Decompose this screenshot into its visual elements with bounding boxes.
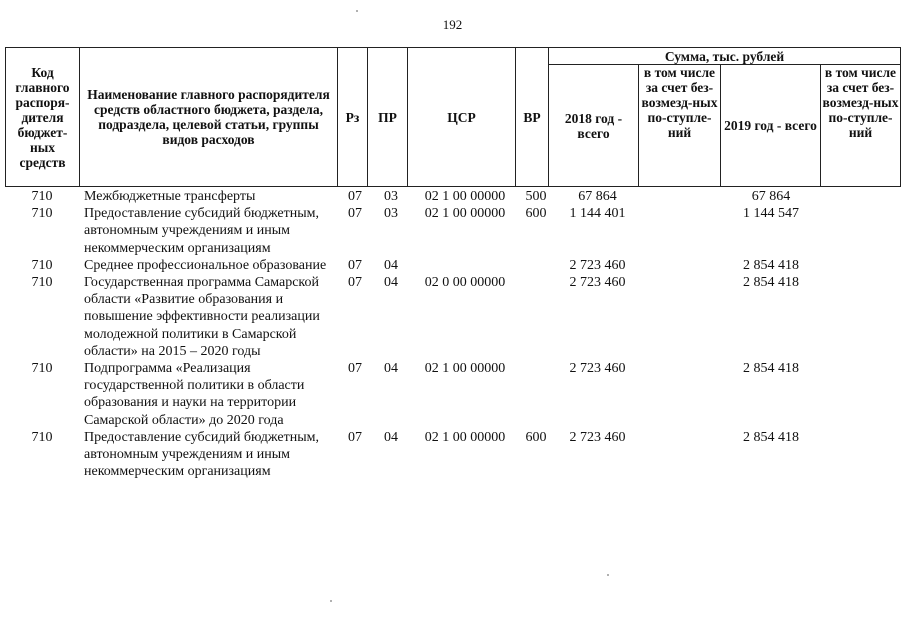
cell-vr: 600 — [525, 206, 547, 222]
header-vr: ВР — [516, 48, 549, 187]
scan-speck — [356, 10, 358, 12]
cell-vr: 500 — [525, 189, 547, 204]
header-2018-total: 2018 год - всего — [549, 65, 639, 187]
cell-csr: 02 1 00 00000 — [424, 189, 506, 204]
cell-csr: 02 1 00 00000 — [424, 361, 506, 377]
table-body — [5, 188, 900, 480]
cell-rz: 07 — [348, 361, 362, 377]
header-pr: ПР — [368, 48, 408, 187]
cell-2019-total: 1 144 547 — [743, 206, 799, 222]
cell-2018-total: 2 723 460 — [569, 275, 626, 291]
cell-code: 710 — [31, 257, 53, 273]
cell-2019-total: 2 854 418 — [743, 429, 799, 445]
header-sum: Сумма, тыс. рублей — [549, 48, 901, 65]
cell-2018-gratuitous — [644, 274, 722, 360]
cell-code: 710 — [31, 189, 53, 204]
cell-code: 710 — [31, 206, 53, 222]
cell-vr — [521, 274, 551, 360]
cell-pr: 04 — [384, 429, 398, 445]
cell-2019-total: 67 864 — [751, 189, 791, 204]
cell-pr: 03 — [384, 206, 398, 222]
scan-speck — [330, 600, 332, 602]
cell-2018-gratuitous — [644, 257, 722, 274]
cell-name: Среднее профессиональное образование — [84, 257, 327, 273]
cell-csr — [409, 257, 521, 274]
cell-name: Подпрограмма «Реализация государственной политики в области образования и науки на территории Самарской области» до 2020 года — [84, 361, 305, 428]
cell-name: Государственная программа Самарской области «Развитие образования и повышение эффективности реализации молодежной политики в Самарской области» на 2015 – 2020 годы — [84, 275, 320, 359]
table-row — [5, 205, 900, 257]
cell-name: Предоставление субсидий бюджетным, автономным учреждениям и иным некоммерческим организациям — [84, 206, 320, 256]
cell-pr: 03 — [384, 189, 398, 204]
cell-2018-total: 1 144 401 — [569, 206, 626, 222]
cell-rz: 07 — [348, 189, 362, 204]
header-code: Код главного распоря-дителя бюджет-ных средств — [6, 48, 80, 187]
cell-pr: 04 — [384, 275, 398, 291]
header-2018-gratuitous: в том числе за счет без-возмезд-ных по-ступле-ний — [639, 65, 721, 187]
cell-2018-total: 2 723 460 — [569, 257, 626, 273]
cell-2018-total: 2 723 460 — [569, 429, 626, 445]
cell-rz: 07 — [348, 257, 362, 273]
header-name: Наименование главного распорядителя средств областного бюджета, раздела, подраздела, целевой статьи, группы видов расходов — [80, 48, 338, 187]
cell-2019-total: 2 854 418 — [743, 257, 799, 273]
header-2019-gratuitous: в том числе за счет без-возмезд-ных по-ступле-ний — [821, 65, 901, 187]
cell-2019-gratuitous — [820, 360, 900, 429]
cell-name: Межбюджетные трансферты — [84, 189, 256, 204]
cell-code: 710 — [31, 429, 53, 445]
cell-2018-total: 2 723 460 — [569, 361, 626, 377]
cell-vr — [521, 257, 551, 274]
cell-csr: 02 1 00 00000 — [424, 429, 506, 445]
cell-2019-gratuitous — [820, 429, 900, 481]
cell-2019-gratuitous — [820, 257, 900, 274]
cell-2019-total: 2 854 418 — [743, 361, 799, 377]
cell-rz: 07 — [348, 429, 362, 445]
cell-code: 710 — [31, 361, 53, 377]
cell-2018-gratuitous — [644, 205, 722, 257]
table-row — [5, 360, 900, 429]
cell-pr: 04 — [384, 361, 398, 377]
cell-rz: 07 — [348, 206, 362, 222]
cell-2019-gratuitous — [820, 205, 900, 257]
cell-2018-gratuitous — [644, 188, 722, 205]
header-2019-total: 2019 год - всего — [721, 65, 821, 187]
scan-speck — [607, 574, 609, 576]
table-row — [5, 188, 900, 205]
cell-2018-total: 67 864 — [578, 189, 617, 204]
cell-vr — [521, 360, 551, 429]
cell-2018-gratuitous — [644, 429, 722, 481]
table-row — [5, 429, 900, 481]
cell-2019-gratuitous — [820, 188, 900, 205]
cell-csr: 02 1 00 00000 — [424, 206, 506, 222]
cell-pr: 04 — [384, 257, 398, 273]
cell-code: 710 — [31, 275, 53, 291]
header-csr: ЦСР — [408, 48, 516, 187]
cell-vr: 600 — [525, 429, 547, 445]
cell-rz: 07 — [348, 275, 362, 291]
cell-name: Предоставление субсидий бюджетным, автономным учреждениям и иным некоммерческим организациям — [84, 429, 320, 480]
table-row — [5, 274, 900, 360]
page-number: 192 — [442, 17, 463, 32]
header-rz: Рз — [338, 48, 368, 187]
cell-2019-total: 2 854 418 — [743, 275, 799, 291]
cell-2019-gratuitous — [820, 274, 900, 360]
table-row — [5, 257, 900, 274]
cell-2018-gratuitous — [644, 360, 722, 429]
table-header — [5, 47, 901, 187]
cell-csr: 02 0 00 00000 — [424, 275, 506, 291]
